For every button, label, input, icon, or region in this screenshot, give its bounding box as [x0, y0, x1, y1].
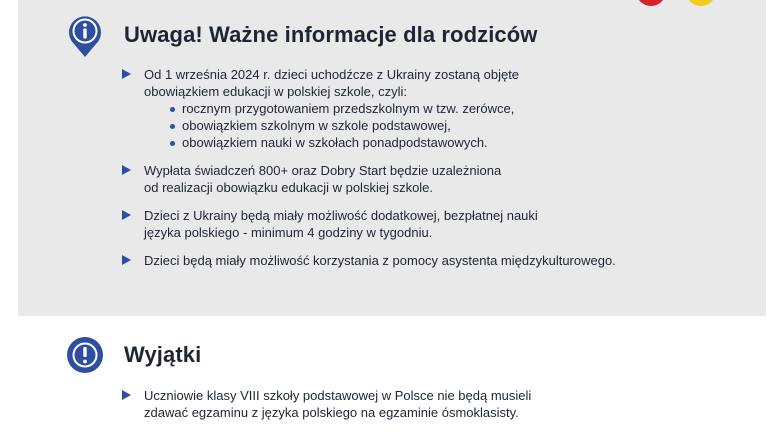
sub-list-item: rocznym przygotowaniem przedszkolnym w tzw. zerówce, — [170, 100, 616, 117]
info-pin-icon — [66, 12, 104, 58]
sub-list-item: obowiązkiem szkolnym w szkole podstawowej, — [170, 117, 616, 134]
triangle-bullet-icon — [122, 255, 131, 265]
triangle-bullet-icon — [122, 165, 131, 175]
item-text: Uczniowie klasy VIII szkoły podstawowej w Polsce nie będą musieli — [144, 388, 532, 403]
triangle-bullet-icon — [122, 69, 131, 79]
section-title: Wyjątki — [124, 342, 202, 367]
triangle-bullet-icon — [122, 210, 131, 220]
section-title: Uwaga! Ważne informacje dla rodziców — [124, 22, 538, 47]
item-text: języka polskiego - minimum 4 godziny w tygodniu. — [144, 225, 433, 240]
list-item — [122, 252, 616, 269]
exclamation-circle-icon — [66, 336, 104, 374]
item-text: Dzieci będą miały możliwość korzystania z pomocy asystenta międzykulturowego. — [144, 253, 616, 268]
exceptions-list — [122, 387, 531, 421]
sub-list — [144, 100, 616, 151]
section-heading-exceptions — [66, 336, 201, 374]
item-text: obowiązkiem edukacji w polskiej szkole, czyli: — [144, 84, 407, 99]
item-text: od realizacji obowiązku edukacji w polskiej szkole. — [144, 180, 434, 195]
section-heading-parents — [66, 12, 538, 58]
item-text: zdawać egzaminu z języka polskiego na egzaminie ósmoklasisty. — [144, 405, 519, 420]
item-text: Dzieci z Ukrainy będą miały możliwość dodatkowej, bezpłatnej nauki — [144, 208, 538, 223]
item-text: Wypłata świadczeń 800+ oraz Dobry Start będzie uzależniona — [144, 163, 502, 178]
list-item — [122, 66, 616, 151]
list-item — [122, 162, 616, 196]
triangle-bullet-icon — [122, 390, 131, 400]
list-item — [122, 207, 616, 241]
list-item — [122, 387, 531, 421]
info-list — [122, 66, 616, 269]
item-text: Od 1 września 2024 r. dzieci uchodźcze z Ukrainy zostaną objęte — [144, 67, 520, 82]
sub-list-item: obowiązkiem nauki w szkołach ponadpodstawowych. — [170, 134, 616, 151]
